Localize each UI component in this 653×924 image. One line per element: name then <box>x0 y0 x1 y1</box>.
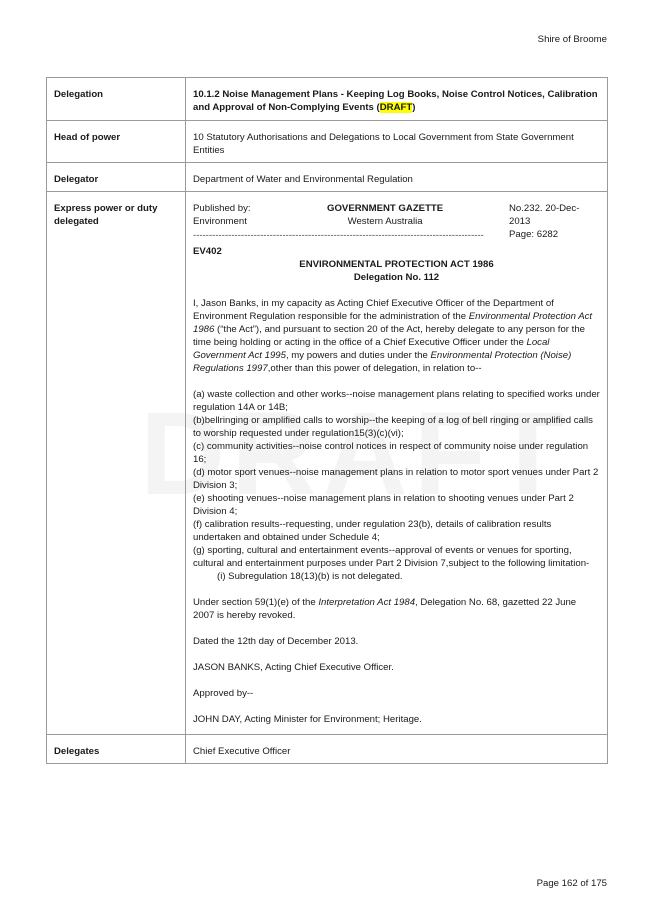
organisation-name: Shire of Broome <box>537 34 607 45</box>
revoke-text-2: , Delegation No. 68, gazetted 22 June 2007 is hereby revoked. <box>193 597 577 621</box>
gazette-state: Western Australia <box>347 216 423 227</box>
delegation-label: Delegation <box>47 78 186 121</box>
gazette-number-date: No.232. 20-Dec-2013 <box>509 203 580 227</box>
revoke-text-1: Under section 59(1)(e) of the <box>193 597 319 608</box>
published-by-label: Published by: <box>193 203 251 214</box>
list-item: (g) sporting, cultural and entertainment events--approval of events or venues for sporting, cultural and entertainment purposes under Part 2 Division 7,subject to the following limitation- <box>193 545 590 569</box>
express-power-row <box>47 192 608 735</box>
intro-text-2: (“the Act”), and pursuant to section 20 of the Act, hereby delegate to any person for the time being holding or acting in the office of a Chief Executive Officer under the <box>193 324 585 348</box>
delegator-row <box>47 163 608 192</box>
gazette-page: Page: 6282 <box>509 229 559 240</box>
revoke-act-name: Interpretation Act 1984 <box>318 597 416 608</box>
delegation-number: Delegation No. 112 <box>353 272 440 283</box>
gazette-title-block <box>327 202 443 228</box>
gazette-number-block <box>509 202 600 241</box>
dated-line: Dated the 12th day of December 2013. <box>193 636 359 647</box>
list-item: (b)bellringing or amplified calls to worship--the keeping of a log of bell ringing or amplified calls to worship requested under regulation15(3)(c)(vi); <box>193 415 593 439</box>
intro-act-name: Environmental Protection Act 1986 <box>193 311 593 335</box>
signatory-line: JASON BANKS, Acting Chief Executive Officer. <box>193 662 394 673</box>
delegates-text: Chief Executive Officer <box>186 735 608 764</box>
minister-line: JOHN DAY, Acting Minister for Environment; Heritage. <box>193 714 422 725</box>
delegation-title <box>186 78 608 121</box>
intro-paragraph <box>193 297 600 375</box>
delegator-text: Department of Water and Environmental Regulation <box>186 163 608 192</box>
approved-line: Approved by-- <box>193 688 254 699</box>
delegation-table <box>46 77 608 764</box>
notice-code: EV402 <box>193 246 222 257</box>
delegation-row <box>47 78 608 121</box>
delegation-title-suffix: ) <box>412 102 416 113</box>
intro-lga-name: Local Government Act 1995 <box>193 337 550 361</box>
list-item: (a) waste collection and other works--noise management plans relating to specified works under regulation 14A or 14B; <box>193 389 600 413</box>
express-power-content <box>186 192 608 735</box>
delegated-items-list <box>193 388 600 583</box>
delegation-title-prefix: 10.1.2 Noise Management Plans - Keeping Log Books, Noise Control Notices, Calibration and Approval of Non-Complying Events ( <box>193 89 598 113</box>
published-by-value: Environment <box>193 216 247 227</box>
list-item: (c) community activities--noise control notices in respect of community noise under regulation 16; <box>193 441 589 465</box>
intro-text-1: I, Jason Banks, in my capacity as Acting Chief Executive Officer of the Department of Environment Regulation responsible for the administration of the <box>193 298 554 322</box>
act-title: ENVIRONMENTAL PROTECTION ACT 1986 <box>299 259 494 270</box>
revocation-paragraph <box>193 596 600 622</box>
gazette-header <box>193 202 600 240</box>
gazette-publisher <box>193 202 251 228</box>
gazette-divider: ------------------------------------------------------------------------------------------- <box>193 232 484 241</box>
express-power-label: Express power or duty delegated <box>47 192 186 735</box>
delegates-row <box>47 735 608 764</box>
delegator-label: Delegator <box>47 163 186 192</box>
head-of-power-row <box>47 121 608 163</box>
head-of-power-text: 10 Statutory Authorisations and Delegations to Local Government from State Government Entities <box>186 121 608 163</box>
page-number: Page 162 of 175 <box>536 878 607 889</box>
head-of-power-label: Head of power <box>47 121 186 163</box>
draft-highlight: DRAFT <box>379 102 413 113</box>
limitation-item: (i) Subregulation 18(13)(b) is not delegated. <box>217 571 403 582</box>
delegates-label: Delegates <box>47 735 186 764</box>
intro-text-3: , my powers and duties under the <box>285 350 431 361</box>
intro-regulations-name: Environmental Protection (Noise) Regulations 1997 <box>193 350 572 374</box>
list-item: (d) motor sport venues--noise management plans in relation to motor sport venues under Part 2 Division 3; <box>193 467 599 491</box>
list-item: (e) shooting venues--noise management plans in relation to shooting venues under Part 2 Division 4; <box>193 493 574 517</box>
intro-text-4: ,other than this power of delegation, in relation to-- <box>267 363 482 374</box>
gazette-title: GOVERNMENT GAZETTE <box>327 203 444 214</box>
list-item: (f) calibration results--requesting, under regulation 23(b), details of calibration results undertaken and obtained under Schedule 4; <box>193 519 552 543</box>
